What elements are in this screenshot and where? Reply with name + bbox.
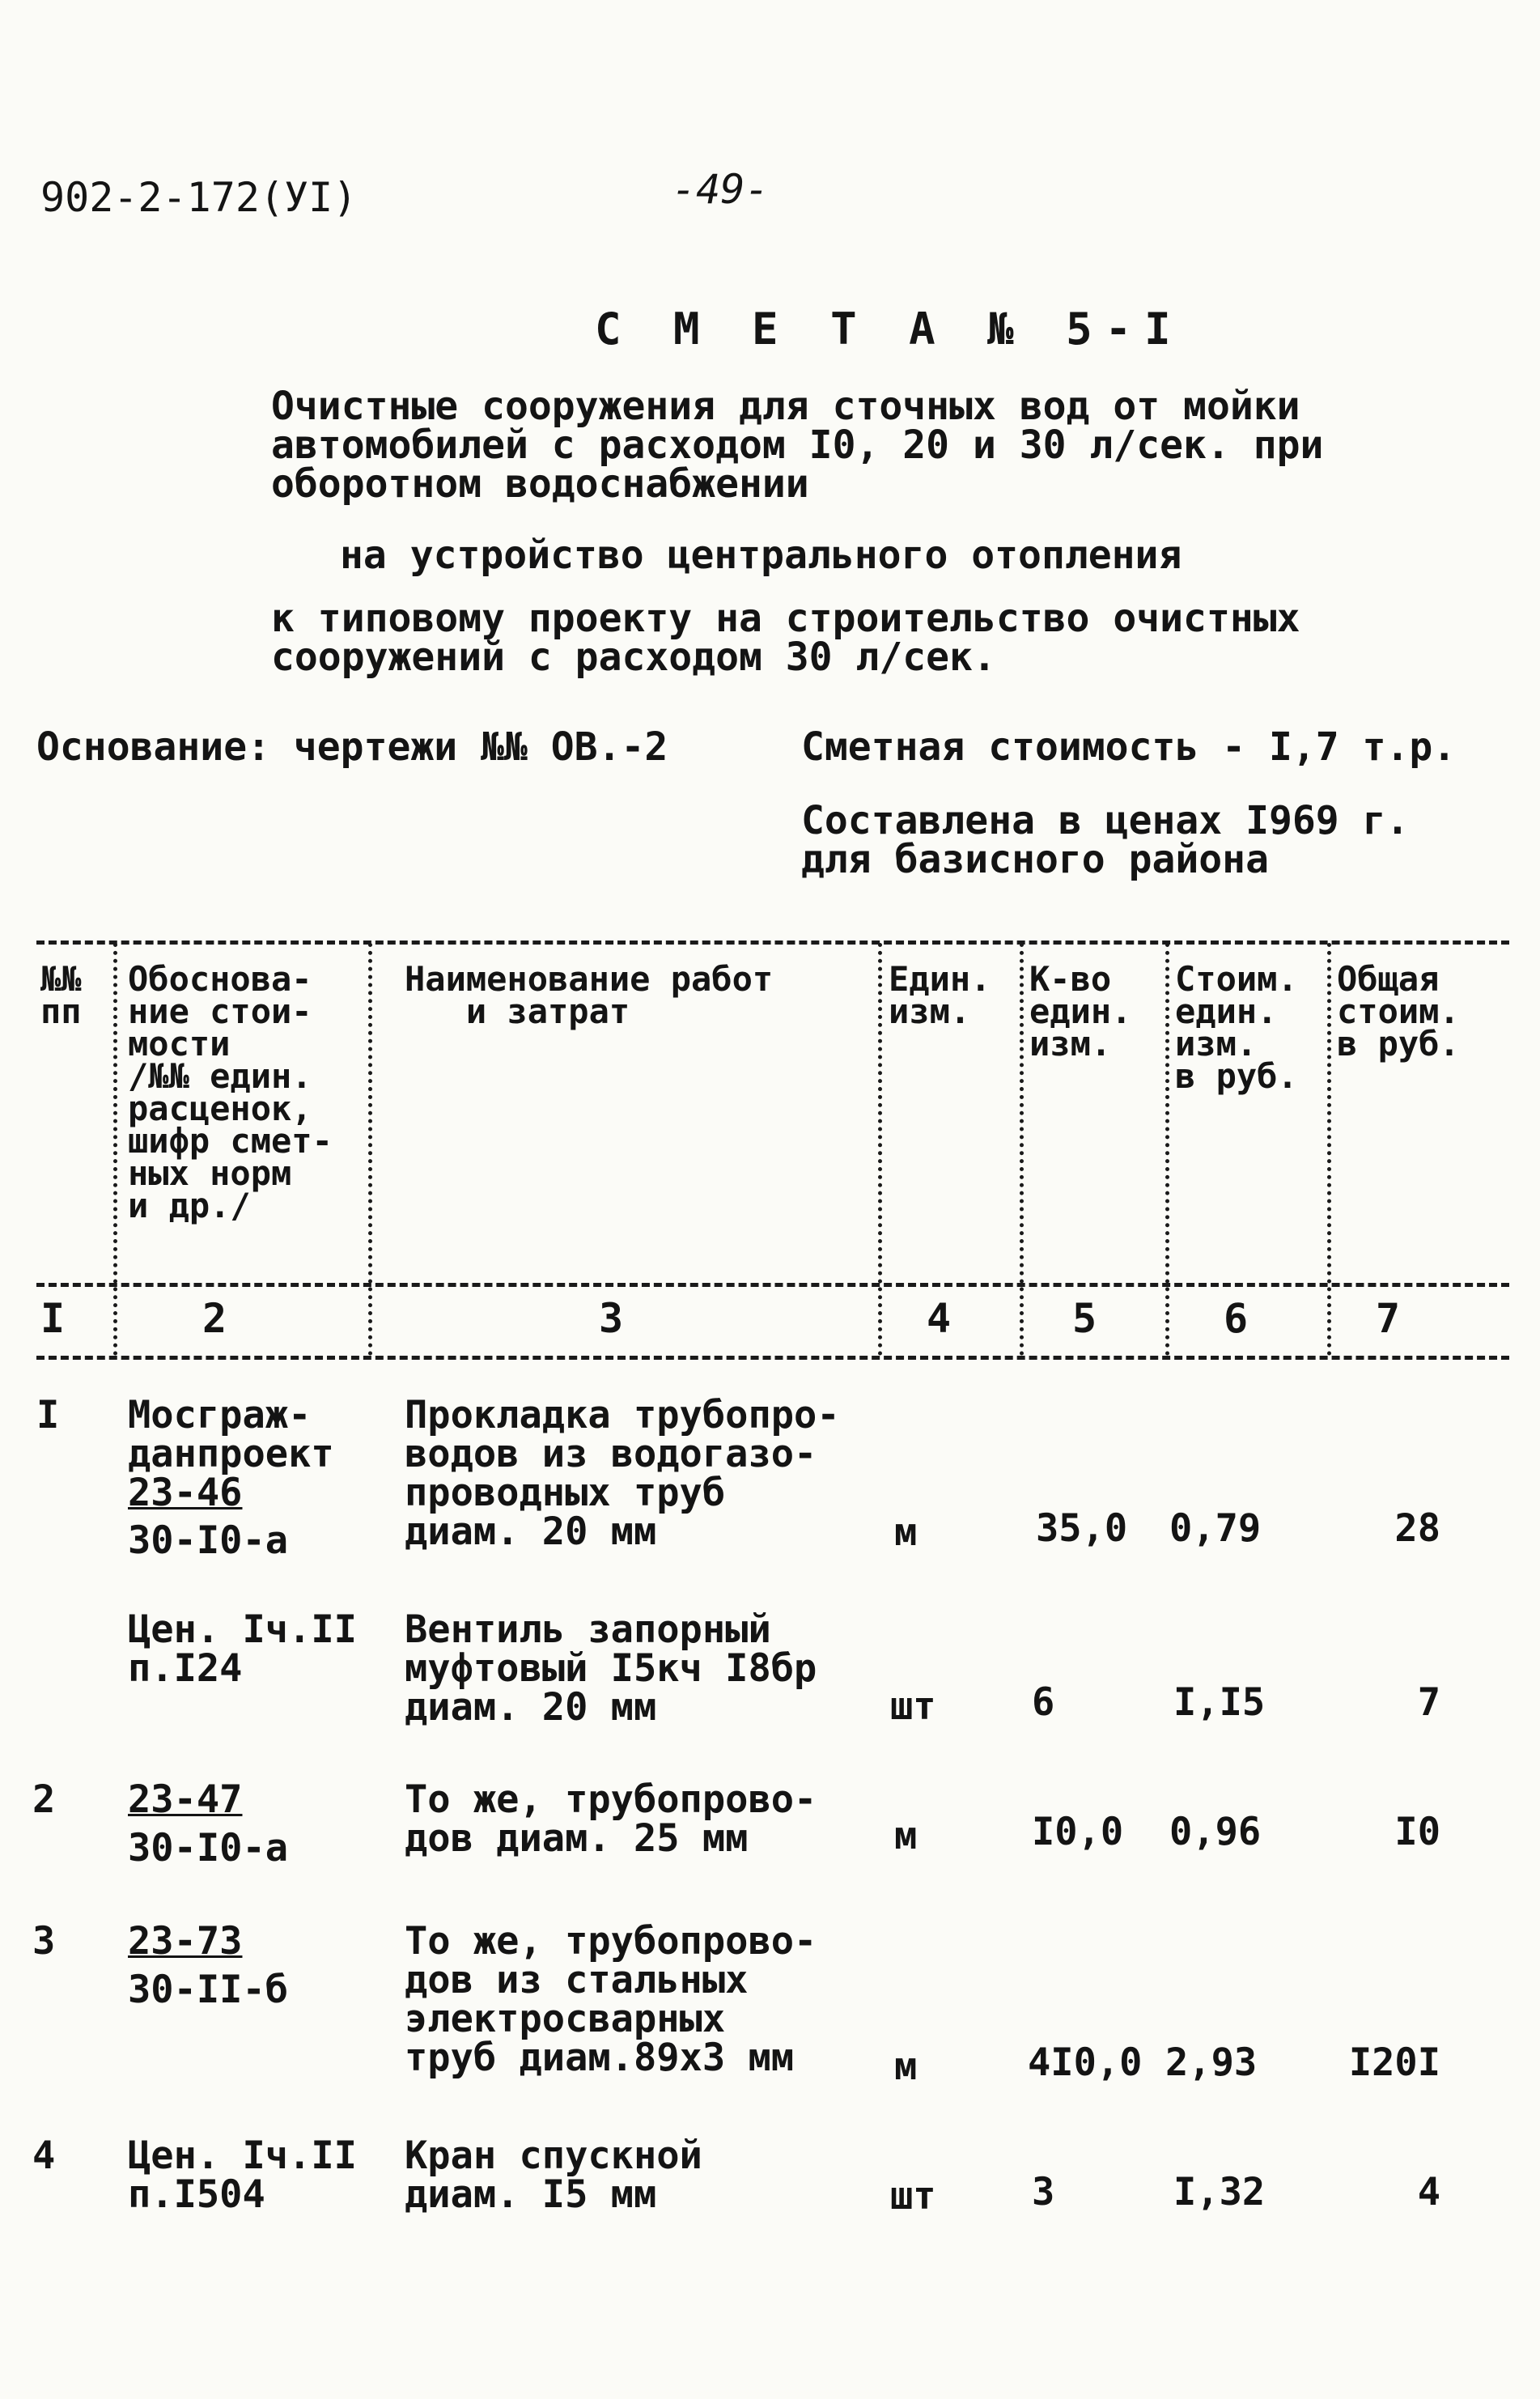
row-total: I0 xyxy=(1394,1810,1440,1854)
project-reference: к типовому проекту на строительство очистных сооружений с расходом 30 л/сек. xyxy=(271,596,1300,680)
col-header-unit-price: Стоим. един. изм. в руб. xyxy=(1175,959,1298,1096)
row-basis-code: 23-73 xyxy=(128,1919,243,1964)
row-number: 4 xyxy=(32,2134,56,2178)
row-number: I xyxy=(36,1393,60,1437)
row-basis-code: 23-47 xyxy=(128,1777,243,1822)
col-number: 2 xyxy=(202,1295,227,1342)
row-quantity: I0,0 xyxy=(1032,1810,1124,1854)
row-unit: м xyxy=(894,2044,918,2089)
row-work-name: Прокладка трубопро- водов из водогазо- проводных труб диам. 20 мм xyxy=(405,1393,840,1554)
row-basis: Мосграж- данпроект xyxy=(128,1393,334,1476)
row-unit: м xyxy=(894,1510,918,1555)
col-header-unit: Един. изм. xyxy=(889,959,991,1031)
col-divider xyxy=(368,943,372,1356)
row-quantity: 3 xyxy=(1032,2170,1055,2214)
col-number: I xyxy=(40,1295,66,1342)
row-quantity: 6 xyxy=(1032,1680,1055,1725)
col-header-number: №№ пп xyxy=(40,959,82,1031)
col-divider xyxy=(1165,943,1169,1356)
row-total: 4 xyxy=(1417,2170,1440,2214)
row-unit: шт xyxy=(890,1684,936,1729)
numbers-bottom-rule xyxy=(36,1356,1509,1360)
header-bottom-rule xyxy=(36,1283,1509,1287)
row-basis: Цен. Iч.II п.I504 xyxy=(128,2134,357,2217)
col-divider xyxy=(1327,943,1331,1356)
col-divider xyxy=(113,943,117,1356)
row-unit: м xyxy=(894,1814,918,1858)
row-basis: Цен. Iч.II п.I24 xyxy=(128,1607,357,1691)
estimate-subject: на устройство центрального отопления xyxy=(340,533,1182,578)
row-total: 28 xyxy=(1394,1506,1440,1551)
row-unit-price: I,32 xyxy=(1173,2170,1266,2214)
row-work-name: То же, трубопрово- дов из стальных электросварных труб диам.89х3 мм xyxy=(405,1919,817,2080)
object-description: Очистные сооружения для сточных вод от мойки автомобилей с расходом I0, 20 и 30 л/сек. при оборотном водоснабжении xyxy=(271,384,1324,507)
basis-drawings: Основание: чертежи №№ ОВ.-2 xyxy=(36,724,668,770)
estimated-cost: Сметная стоимость - I,7 т.р. xyxy=(801,724,1457,770)
row-work-name: Кран спускной диам. I5 мм xyxy=(405,2134,702,2217)
row-basis-code: 23-46 xyxy=(128,1471,243,1515)
row-basis-norm: 30-I0-а xyxy=(128,1826,289,1870)
row-basis-norm: 30-II-б xyxy=(128,1968,289,2012)
row-work-name: То же, трубопрово- дов диам. 25 мм xyxy=(405,1777,817,1861)
col-number: 6 xyxy=(1224,1295,1249,1342)
row-quantity: 35,0 xyxy=(1036,1506,1128,1551)
col-divider xyxy=(1020,943,1024,1356)
row-unit-price: I,I5 xyxy=(1173,1680,1266,1725)
row-total: 7 xyxy=(1417,1680,1440,1725)
price-level-note: Составлена в ценах I969 г. для базисного района xyxy=(801,798,1410,882)
col-header-basis: Обоснова- ние стои- мости /№№ един. расценок, шифр смет- ных норм и др./ xyxy=(128,959,333,1225)
row-unit-price: 0,96 xyxy=(1169,1810,1262,1854)
row-quantity: 4I0,0 xyxy=(1028,2040,1143,2085)
row-unit-price: 0,79 xyxy=(1169,1506,1262,1551)
document-code: 902-2-172(УI) xyxy=(40,174,358,221)
col-number: 5 xyxy=(1072,1295,1097,1342)
col-number: 4 xyxy=(927,1295,952,1342)
document-title: С М Е Т А № 5-I xyxy=(595,304,1184,355)
col-header-total: Общая стоим. в руб. xyxy=(1337,959,1460,1064)
col-number: 7 xyxy=(1376,1295,1401,1342)
col-number: 3 xyxy=(599,1295,624,1342)
col-divider xyxy=(878,943,882,1356)
row-unit-price: 2,93 xyxy=(1165,2040,1258,2085)
row-basis-norm: 30-I0-а xyxy=(128,1518,289,1563)
page-number: -49- xyxy=(672,166,770,213)
col-header-name: Наименование работ и затрат xyxy=(405,959,774,1031)
row-total: I20I xyxy=(1348,2040,1440,2085)
row-number: 2 xyxy=(32,1777,56,1822)
row-work-name: Вентиль запорный муфтовый I5кч I8бр диам. 20 мм xyxy=(405,1607,817,1730)
row-number: 3 xyxy=(32,1919,56,1964)
row-unit: шт xyxy=(890,2174,936,2219)
col-header-quantity: К-во един. изм. xyxy=(1029,959,1132,1064)
table-top-rule xyxy=(36,940,1509,945)
